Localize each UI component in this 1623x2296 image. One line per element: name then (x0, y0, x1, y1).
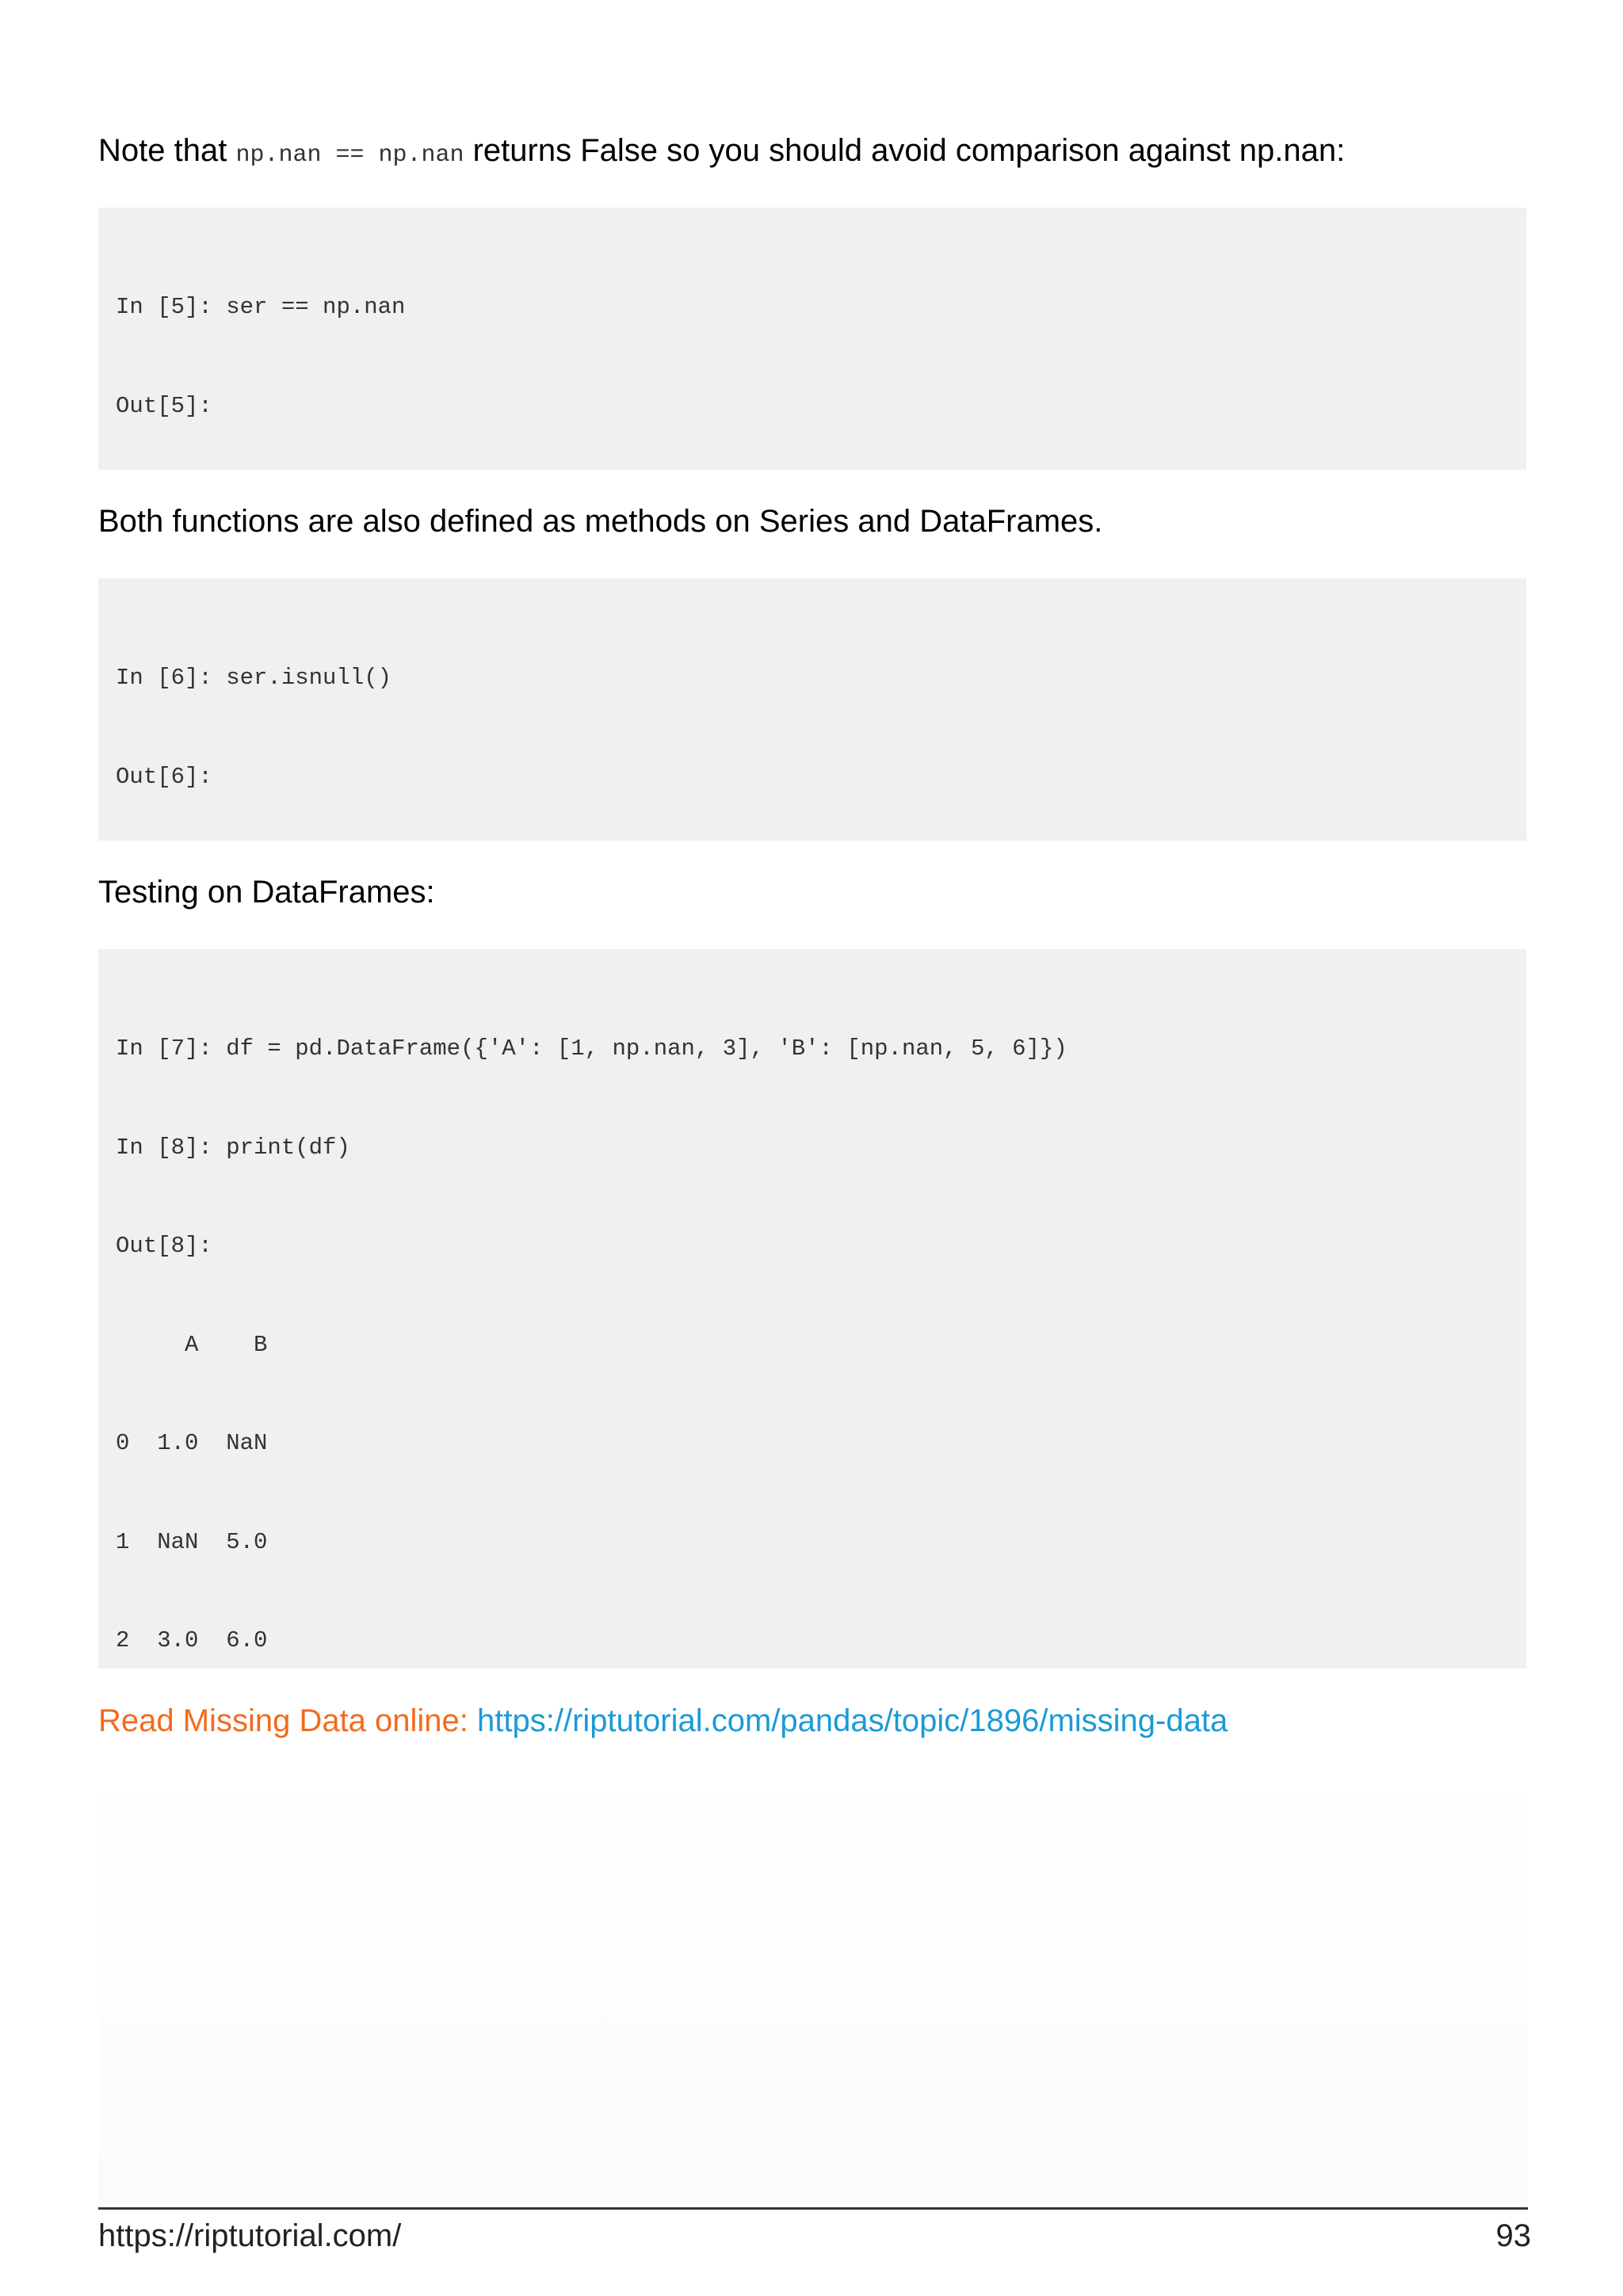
footer-divider (98, 2207, 1528, 2210)
code-line: Out[8]: (116, 1233, 212, 1259)
code-line: 0 1.0 NaN (116, 1430, 268, 1456)
footer-url: https://riptutorial.com/ (98, 2218, 402, 2253)
code-line: Out[5]: (116, 392, 212, 419)
inline-code-nan-comparison: np.nan == np.nan (235, 142, 464, 169)
code-line: In [5]: ser == np.nan (116, 294, 406, 320)
code-line: 2 3.0 6.0 (116, 1627, 268, 1653)
code-block-ser-eq-nan (98, 208, 1526, 470)
code-line: In [8]: print(df) (116, 1134, 350, 1161)
testing-paragraph: Testing on DataFrames: (98, 875, 435, 910)
code-line: 1 NaN 5.0 (116, 1528, 268, 1555)
code-block-isnull-series (98, 578, 1526, 841)
code-line: In [6]: ser.isnull() (116, 665, 392, 691)
read-online-link[interactable]: https://riptutorial.com/pandas/topic/1896/missing-data (477, 1703, 1228, 1738)
note-paragraph (98, 132, 1526, 174)
code-line: In [7]: df = pd.DataFrame({'A': [1, np.nan, 3], 'B': [np.nan, 5, 6]}) (116, 1035, 1067, 1062)
read-online-line (98, 1702, 1526, 1740)
note-suffix: returns False so you should avoid comparison against np.nan: (464, 133, 1346, 168)
page-number: 93 (1495, 2218, 1531, 2253)
code-block-dataframe (98, 949, 1526, 1669)
code-line: A B (116, 1331, 268, 1358)
page-background (98, 1759, 1528, 2203)
note-prefix: Note that (98, 133, 236, 168)
read-online-label: Read Missing Data online: (98, 1703, 478, 1738)
methods-paragraph: Both functions are also defined as methods on Series and DataFrames. (98, 504, 1103, 539)
code-line: Out[6]: (116, 763, 212, 790)
